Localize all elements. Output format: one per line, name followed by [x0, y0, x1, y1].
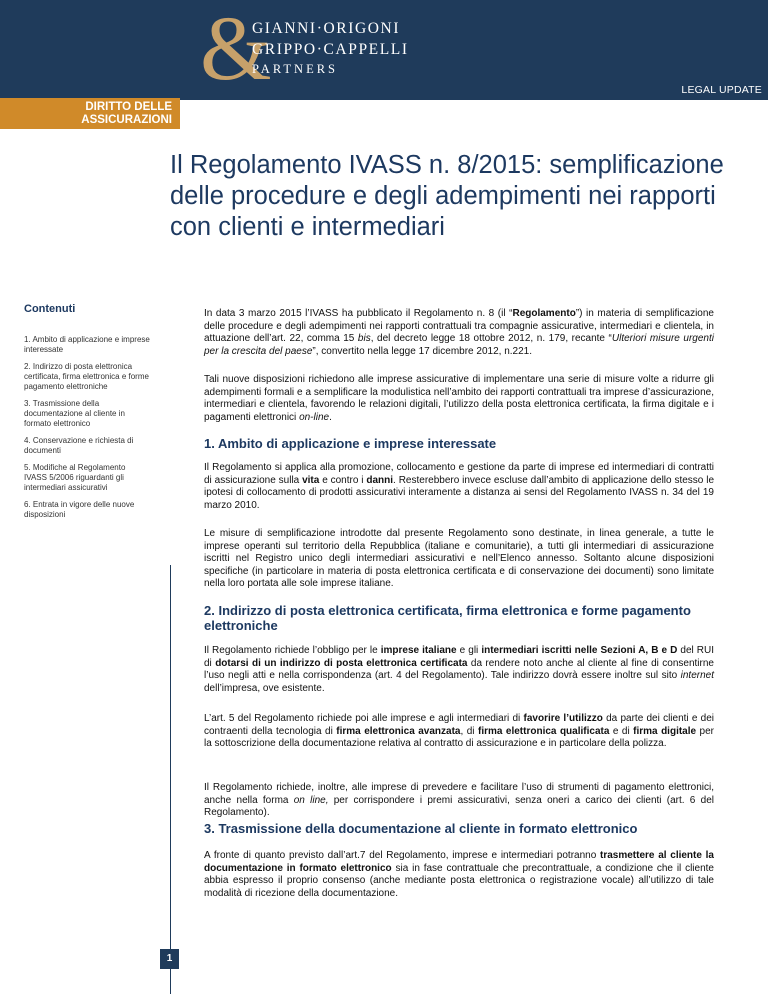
paragraph-signature: L’art. 5 del Regolamento richiede poi alle imprese e agli intermediari di favorire l’utilizzo da parte dei clienti e dei contraenti della tecnologia di firma elettronica avanzata, di firma elettronica qualificata e di firma digitale per la sottoscrizione della documentazione relativa al contratto di assicurazione e in particolare della polizza. — [204, 713, 715, 750]
section-line-1: DIRITTO DELLE — [85, 101, 172, 113]
vertical-rule — [170, 565, 171, 994]
paragraph-recipients: Le misure di semplificazione introdotte dal presente Regolamento sono destinate, in linea generale, a tutte le imprese operanti sul territorio della Repubblica (italiane e comunitarie), a tutti gli intermediari di assicurazione iscritti nel Registro unico degli intermediari assicurativi e nell’Elenco annesso. Soltanto alcune disposizioni specifiche (in particolare in materia di posta elettronica certificata e di conservazione dei documenti) sono limitate nella loro portata alle sole imprese italiane. — [204, 528, 714, 590]
logo-line-2: GRIPPO·CAPPELLI — [252, 41, 409, 58]
section-tab-text — [81, 101, 172, 126]
section-heading-2: 2. Indirizzo di posta elettronica certificata, firma elettronica e forme pagamento elettroniche — [204, 603, 691, 633]
header-band — [0, 0, 768, 100]
paragraph-scope: Il Regolamento si applica alla promozione, collocamento e gestione da parte di imprese ed intermediari di contratti di assicurazione sulla vita e contro i danni. Resterebbero invece escluse dall’ambito di applicazione dello stesso le ipotesi di collocamento di prodotti assicurativi interamente a distanza ai sensi del Regolamento IVASS n. 34 del 19 marzo 2010. — [204, 462, 715, 511]
contents-sidebar — [24, 303, 150, 527]
section-line-2: ASSICURAZIONI — [81, 113, 172, 126]
contents-item-3[interactable]: 3. Trasmissione della documentazione al cliente in formato elettronico — [24, 399, 125, 428]
contents-item-5[interactable]: 5. Modifiche al Regolamento IVASS 5/2006 riguardanti gli intermediari assicurativi — [24, 463, 126, 492]
firm-logo — [200, 0, 409, 99]
paragraph-intro: In data 3 marzo 2015 l’IVASS ha pubblicato il Regolamento n. 8 (il “Regolamento”) in materia di semplificazione delle procedure e degli adempimenti nei rapporti contrattuali tra compagnie assicurative, intermediari e clientela, in attuazione dell’art. 22, comma 15 bis, del decreto legge 18 ottobre 2012, n. 179, recante “Ulteriori misure urgenti per la crescita del paese”, convertito nella legge 17 dicembre 2012, n.221. — [204, 308, 714, 357]
section-heading-1: 1. Ambito di applicazione e imprese interessate — [204, 436, 497, 451]
contents-item-4[interactable]: 4. Conservazione e richiesta di documenti — [24, 436, 134, 455]
logo-line-1: GIANNI·ORIGONI — [252, 20, 401, 37]
contents-heading: Contenuti — [24, 303, 76, 315]
section-heading-3: 3. Trasmissione della documentazione al cliente in formato elettronico — [204, 821, 638, 836]
contents-item-1[interactable]: 1. Ambito di applicazione e imprese interessate — [24, 335, 150, 354]
paragraph-payments: Il Regolamento richiede, inoltre, alle imprese di prevedere e facilitare l’uso di strumenti di pagamento elettronici, anche nella forma on line, per corrispondere i premi assicurativi, senza oneri a carico dei clienti (art. 6 del Regolamento). — [204, 782, 714, 819]
logo-line-3: PARTNERS — [252, 62, 339, 76]
page-number: 1 — [160, 949, 179, 969]
legal-update-label: LEGAL UPDATE — [681, 84, 762, 96]
contents-item-2[interactable]: 2. Indirizzo di posta elettronica certificata, firma elettronica e forme pagamento elettroniche — [24, 362, 149, 391]
document-title: Il Regolamento IVASS n. 8/2015: semplificazione delle procedure e degli adempimenti nei rapporti con clienti e intermediari — [170, 151, 724, 241]
contents-item-6[interactable]: 6. Entrata in vigore delle nuove disposizioni — [24, 500, 135, 519]
paragraph-transmission: A fronte di quanto previsto dall’art.7 del Regolamento, imprese e intermediari potranno trasmettere al cliente la documentazione in formato elettronico sia in fase contrattuale che precontrattuale, a condizione che il cliente abbia espresso il proprio consenso (anche mediante posta elettronica o registrazione vocale) all’utilizzo di tale modalità di ricezione della documentazione. — [204, 850, 714, 899]
paragraph-pec: Il Regolamento richiede l’obbligo per le imprese italiane e gli intermediari iscritti nelle Sezioni A, B e D del RUI di dotarsi di un indirizzo di posta elettronica certificata da rendere noto anche al cliente al fine di consentirne l’uso negli atti e nella corrispondenza (art. 4 del Regolamento). Tale indirizzo dovrà essere inoltre sul sito internet dell’impresa, ove esistente. — [204, 645, 715, 694]
section-tab — [0, 98, 180, 129]
ampersand-logo-icon: & — [200, 0, 272, 99]
paragraph-measures: Tali nuove disposizioni richiedono alle imprese assicurative di implementare una serie di misure volte a ridurre gli adempimenti formali e a semplificare la modulistica nell’ambito dei rapporti contrattuali tra imprese d’assicurazione, intermediari e clientela, favorendo le relazioni digitali, l’utilizzo della posta elettronica certificata, la firma digitale e i pagamenti elettronici on-line. — [204, 374, 714, 423]
